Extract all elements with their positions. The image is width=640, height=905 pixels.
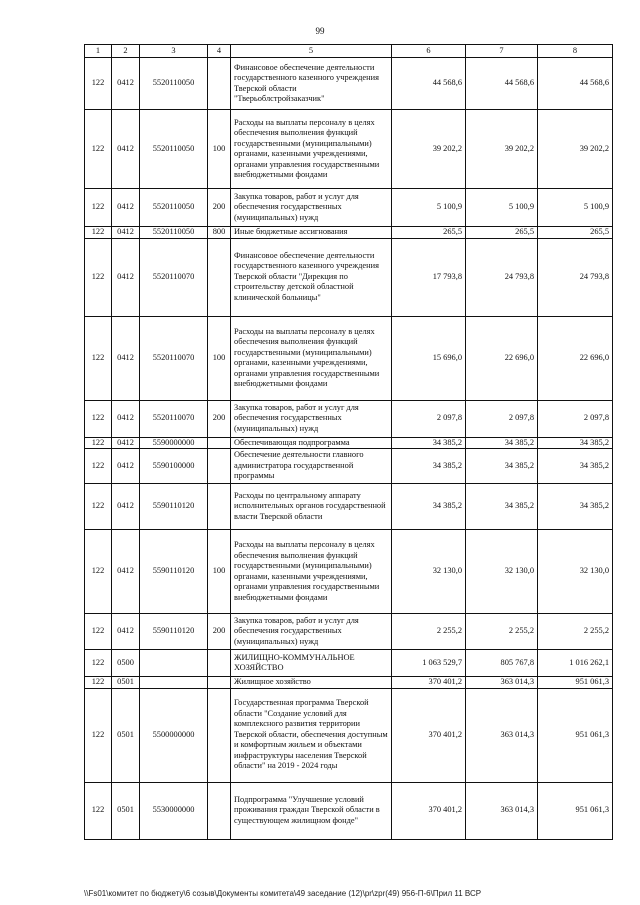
cell-section-code: 0412	[112, 530, 140, 614]
table-row	[85, 530, 613, 614]
col-header-3: 3	[140, 45, 208, 58]
cell-target-code: 5520110070	[140, 316, 208, 400]
cell-amount-3: 5 100,9	[538, 189, 613, 227]
cell-expense-type	[208, 782, 231, 839]
col-header-6: 6	[392, 45, 466, 58]
cell-admin-code: 122	[85, 400, 112, 437]
table-row	[85, 782, 613, 839]
cell-amount-3: 2 255,2	[538, 614, 613, 650]
cell-section-code: 0412	[112, 614, 140, 650]
cell-admin-code: 122	[85, 189, 112, 227]
cell-amount-2: 34 385,2	[466, 437, 538, 449]
cell-amount-3: 265,5	[538, 227, 613, 239]
col-header-8: 8	[538, 45, 613, 58]
cell-amount-2: 34 385,2	[466, 484, 538, 530]
table-row	[85, 316, 613, 400]
col-header-4: 4	[208, 45, 231, 58]
table-row	[85, 58, 613, 110]
cell-amount-3: 2 097,8	[538, 400, 613, 437]
cell-amount-3: 951 061,3	[538, 688, 613, 782]
cell-target-code: 5520110070	[140, 400, 208, 437]
cell-expense-type: 200	[208, 189, 231, 227]
cell-description: Закупка товаров, работ и услуг для обеспечения государственных (муниципальных) нужд	[231, 189, 392, 227]
col-header-7: 7	[466, 45, 538, 58]
cell-section-code: 0412	[112, 316, 140, 400]
cell-expense-type: 100	[208, 316, 231, 400]
cell-target-code: 5520110070	[140, 238, 208, 316]
cell-amount-2: 5 100,9	[466, 189, 538, 227]
cell-section-code: 0412	[112, 227, 140, 239]
cell-target-code: 5520110050	[140, 189, 208, 227]
cell-description: ЖИЛИЩНО-КОММУНАЛЬНОЕ ХОЗЯЙСТВО	[231, 650, 392, 677]
cell-section-code: 0412	[112, 58, 140, 110]
cell-expense-type: 100	[208, 110, 231, 189]
table-row	[85, 110, 613, 189]
cell-admin-code: 122	[85, 782, 112, 839]
cell-amount-2: 363 014,3	[466, 688, 538, 782]
cell-section-code: 0412	[112, 449, 140, 484]
table-row	[85, 189, 613, 227]
cell-admin-code: 122	[85, 238, 112, 316]
table-row	[85, 484, 613, 530]
cell-amount-2: 363 014,3	[466, 782, 538, 839]
cell-expense-type	[208, 688, 231, 782]
cell-section-code: 0501	[112, 782, 140, 839]
cell-amount-3: 39 202,2	[538, 110, 613, 189]
cell-amount-2: 363 014,3	[466, 677, 538, 689]
cell-description: Подпрограмма "Улучшение условий проживания граждан Тверской области в существующем жилищном фонде"	[231, 782, 392, 839]
table-row	[85, 688, 613, 782]
cell-admin-code: 122	[85, 484, 112, 530]
cell-description: Закупка товаров, работ и услуг для обеспечения государственных (муниципальных) нужд	[231, 400, 392, 437]
cell-admin-code: 122	[85, 437, 112, 449]
cell-description: Закупка товаров, работ и услуг для обеспечения государственных (муниципальных) нужд	[231, 614, 392, 650]
cell-target-code: 5590110120	[140, 484, 208, 530]
cell-expense-type	[208, 650, 231, 677]
cell-expense-type: 100	[208, 530, 231, 614]
cell-amount-3: 22 696,0	[538, 316, 613, 400]
cell-section-code: 0412	[112, 400, 140, 437]
cell-section-code: 0412	[112, 238, 140, 316]
cell-amount-1: 34 385,2	[392, 484, 466, 530]
cell-amount-2: 22 696,0	[466, 316, 538, 400]
cell-admin-code: 122	[85, 58, 112, 110]
cell-target-code	[140, 677, 208, 689]
cell-amount-1: 2 255,2	[392, 614, 466, 650]
cell-amount-2: 34 385,2	[466, 449, 538, 484]
cell-amount-3: 951 061,3	[538, 677, 613, 689]
cell-section-code: 0412	[112, 484, 140, 530]
cell-amount-2: 24 793,8	[466, 238, 538, 316]
cell-expense-type: 200	[208, 614, 231, 650]
table-row	[85, 614, 613, 650]
cell-amount-2: 805 767,8	[466, 650, 538, 677]
cell-amount-1: 34 385,2	[392, 449, 466, 484]
table-row	[85, 650, 613, 677]
cell-amount-1: 1 063 529,7	[392, 650, 466, 677]
cell-target-code: 5530000000	[140, 782, 208, 839]
cell-amount-1: 5 100,9	[392, 189, 466, 227]
cell-amount-2: 265,5	[466, 227, 538, 239]
cell-expense-type	[208, 677, 231, 689]
cell-admin-code: 122	[85, 530, 112, 614]
cell-amount-3: 44 568,6	[538, 58, 613, 110]
col-header-1: 1	[85, 45, 112, 58]
cell-admin-code: 122	[85, 688, 112, 782]
cell-admin-code: 122	[85, 449, 112, 484]
cell-target-code: 5500000000	[140, 688, 208, 782]
cell-target-code: 5520110050	[140, 110, 208, 189]
cell-amount-3: 34 385,2	[538, 437, 613, 449]
footer-file-path: \\Fs01\комитет по бюджету\6 созыв\Документы комитета\49 заседание (12)\pr\zpr(49) 956-П-6\Прил 11 ВСР	[84, 889, 482, 898]
table-row	[85, 238, 613, 316]
cell-amount-1: 370 401,2	[392, 688, 466, 782]
cell-description: Обеспечивающая подпрограмма	[231, 437, 392, 449]
cell-amount-2: 44 568,6	[466, 58, 538, 110]
cell-target-code: 5590000000	[140, 437, 208, 449]
cell-expense-type: 200	[208, 400, 231, 437]
cell-target-code: 5590110120	[140, 614, 208, 650]
cell-amount-1: 15 696,0	[392, 316, 466, 400]
cell-expense-type	[208, 484, 231, 530]
cell-amount-1: 34 385,2	[392, 437, 466, 449]
cell-expense-type: 800	[208, 227, 231, 239]
cell-target-code: 5590100000	[140, 449, 208, 484]
cell-amount-1: 2 097,8	[392, 400, 466, 437]
budget-table	[84, 44, 613, 840]
cell-amount-3: 24 793,8	[538, 238, 613, 316]
cell-amount-2: 39 202,2	[466, 110, 538, 189]
cell-admin-code: 122	[85, 677, 112, 689]
table-row	[85, 677, 613, 689]
cell-description: Жилищное хозяйство	[231, 677, 392, 689]
cell-section-code: 0412	[112, 189, 140, 227]
cell-description: Расходы по центральному аппарату исполнительных органов государственной власти Тверской области	[231, 484, 392, 530]
cell-amount-2: 2 097,8	[466, 400, 538, 437]
cell-amount-3: 951 061,3	[538, 782, 613, 839]
cell-amount-1: 32 130,0	[392, 530, 466, 614]
cell-amount-2: 32 130,0	[466, 530, 538, 614]
cell-target-code	[140, 650, 208, 677]
cell-admin-code: 122	[85, 614, 112, 650]
cell-target-code: 5520110050	[140, 58, 208, 110]
cell-expense-type	[208, 238, 231, 316]
col-header-5: 5	[231, 45, 392, 58]
cell-description: Финансовое обеспечение деятельности государственного казенного учреждения Тверской области "Дирекция по строительству детской областной клинической больницы"	[231, 238, 392, 316]
cell-expense-type	[208, 449, 231, 484]
cell-section-code: 0500	[112, 650, 140, 677]
cell-amount-1: 265,5	[392, 227, 466, 239]
cell-amount-3: 34 385,2	[538, 484, 613, 530]
cell-amount-1: 370 401,2	[392, 677, 466, 689]
cell-amount-1: 17 793,8	[392, 238, 466, 316]
cell-target-code: 5590110120	[140, 530, 208, 614]
cell-description: Государственная программа Тверской области "Создание условий для комплексного развития территории Тверской области, обеспечения доступным и комфортным жильем и объектами инфраструктуры населения Тверской области" на 2019 - 2024 годы	[231, 688, 392, 782]
cell-description: Иные бюджетные ассигнования	[231, 227, 392, 239]
table-row	[85, 449, 613, 484]
cell-admin-code: 122	[85, 110, 112, 189]
table-row	[85, 227, 613, 239]
cell-amount-3: 32 130,0	[538, 530, 613, 614]
cell-amount-3: 1 016 262,1	[538, 650, 613, 677]
cell-description: Расходы на выплаты персоналу в целях обеспечения выполнения функций государственными (муниципальными) органами, казенными учреждениями, органами управления государственными внебюджетными фондами	[231, 530, 392, 614]
cell-section-code: 0501	[112, 677, 140, 689]
cell-description: Обеспечение деятельности главного администратора государственной программы	[231, 449, 392, 484]
cell-expense-type	[208, 437, 231, 449]
cell-amount-3: 34 385,2	[538, 449, 613, 484]
cell-admin-code: 122	[85, 650, 112, 677]
table-row	[85, 437, 613, 449]
cell-description: Расходы на выплаты персоналу в целях обеспечения выполнения функций государственными (муниципальными) органами, казенными учреждениями, органами управления государственными внебюджетными фондами	[231, 110, 392, 189]
cell-section-code: 0501	[112, 688, 140, 782]
cell-target-code: 5520110050	[140, 227, 208, 239]
cell-section-code: 0412	[112, 110, 140, 189]
cell-admin-code: 122	[85, 227, 112, 239]
cell-amount-2: 2 255,2	[466, 614, 538, 650]
cell-expense-type	[208, 58, 231, 110]
table-row	[85, 400, 613, 437]
col-header-2: 2	[112, 45, 140, 58]
cell-section-code: 0412	[112, 437, 140, 449]
page-number: 99	[315, 26, 325, 36]
cell-description: Финансовое обеспечение деятельности государственного казенного учреждения Тверской области "Тверьоблстройзаказчик"	[231, 58, 392, 110]
cell-amount-1: 44 568,6	[392, 58, 466, 110]
cell-amount-1: 370 401,2	[392, 782, 466, 839]
header-row	[85, 45, 613, 58]
cell-amount-1: 39 202,2	[392, 110, 466, 189]
cell-admin-code: 122	[85, 316, 112, 400]
cell-description: Расходы на выплаты персоналу в целях обеспечения выполнения функций государственными (муниципальными) органами, казенными учреждениями, органами управления государственными внебюджетными фондами	[231, 316, 392, 400]
